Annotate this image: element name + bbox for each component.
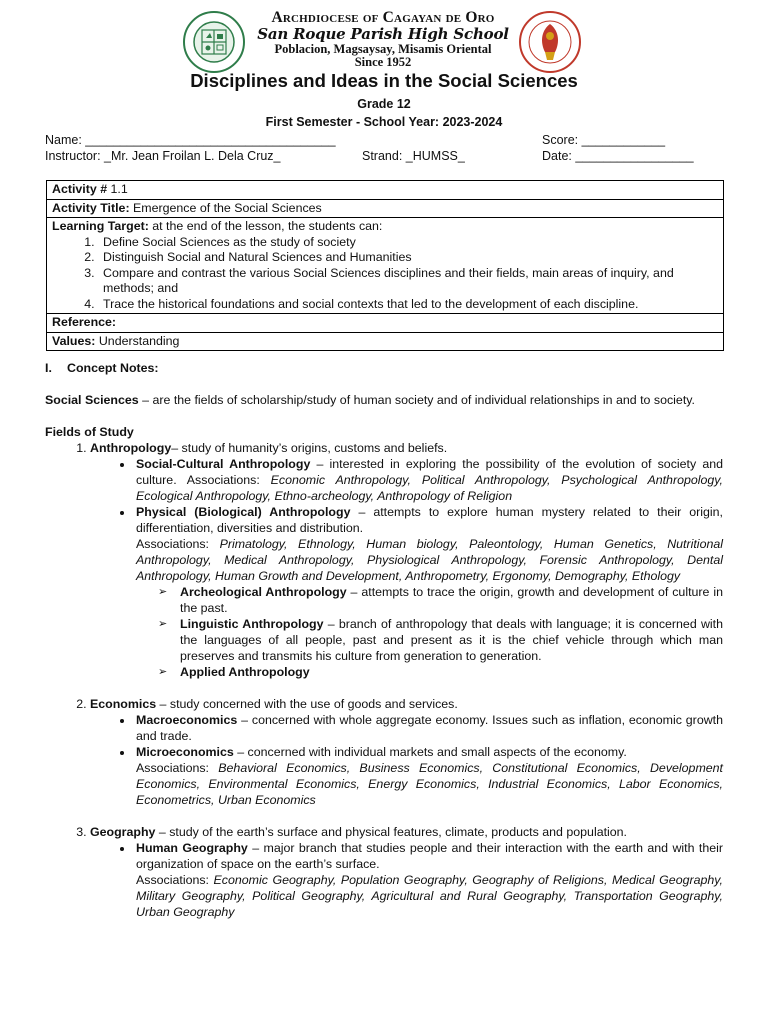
activity-title-row — [47, 199, 724, 218]
date-field[interactable]: Date: _________________ — [542, 149, 694, 163]
archdiocesan-seal-logo — [518, 10, 582, 74]
field-economics — [90, 696, 723, 824]
school-address: Poblacion, Magsaysay, Misamis Oriental — [274, 42, 492, 56]
subbranch-term: Linguistic Anthropology — [180, 617, 324, 631]
branch-text: – interested in exploring the possibility of the evolution of society and culture. Associations: — [136, 457, 723, 487]
school-seal-logo — [182, 10, 246, 74]
subbranch-text: – attempts to trace the origin, growth and development of culture in the past. — [180, 585, 723, 615]
instructor-field: Instructor: _Mr. Jean Froilan L. Dela Cruz_ — [45, 149, 281, 163]
subbranch-item — [180, 584, 723, 616]
values-row — [47, 332, 724, 351]
subbranch-term: Applied Anthropology — [180, 665, 310, 679]
branch-item — [134, 744, 723, 808]
branch-term: Microeconomics — [136, 745, 234, 759]
branch-associations: Economic Geography, Population Geography, Geography of Religions, Medical Geography, Military Geography, Political Geography, Agricultural and Rural Geography, Transportation Geography, Urban Geography — [136, 873, 723, 919]
score-field[interactable]: Score: ____________ — [542, 133, 666, 147]
branch-associations: Behavioral Economics, Business Economics, Constitutional Economics, Development Economics, Environmental Economics, Energy Economics, Industrial Economics, Labor Economics, Econometrics, Urban Economics — [136, 761, 723, 807]
section-title: Concept Notes: — [67, 361, 159, 375]
learning-target-item: 1. Define Social Sciences as the study of society — [98, 235, 718, 251]
definition-term: Social Sciences — [45, 393, 139, 407]
activity-number: 1.1 — [107, 182, 128, 196]
physical-subbranches — [136, 584, 723, 680]
school-header — [0, 8, 768, 68]
branch-term: Human Geography — [136, 841, 248, 855]
field-term: Anthropology — [90, 441, 172, 455]
reference-label: Reference: — [52, 315, 117, 329]
branch-term: Physical (Biological) Anthropology — [136, 505, 351, 519]
learning-target-item: 3. Compare and contrast the various Social Sciences disciplines and their fields, main areas of inquiry, and methods; and — [98, 266, 718, 297]
branch-item — [134, 504, 723, 680]
values-label: Values: — [52, 333, 96, 348]
branch-term: Macroeconomics — [136, 713, 238, 727]
grade-label: Grade 12 — [357, 97, 411, 111]
concept-notes — [45, 360, 723, 920]
anthropology-branches — [90, 456, 723, 680]
archdiocese-name: Archdiocese of Cagayan de Oro — [271, 9, 495, 26]
branch-text: – concerned with individual markets and small aspects of the economy. — [233, 745, 627, 759]
field-anthropology — [90, 440, 723, 696]
semester-label: First Semester - School Year: 2023-2024 — [265, 115, 503, 129]
branch-text: – concerned with whole aggregate economy. Issues such as inflation, economic growth and trade. — [136, 713, 723, 743]
branch-term: Social-Cultural Anthropology — [136, 457, 311, 471]
fields-list — [45, 440, 723, 920]
school-name: San Roque Parish High School — [257, 25, 509, 43]
field-text: – study concerned with the use of goods and services. — [156, 697, 458, 711]
learning-target-list — [52, 235, 718, 313]
branch-text: – attempts to explore human mystery related to their origin, differentiation, diversities and distribution. — [136, 505, 723, 535]
section-number: I. — [45, 361, 52, 375]
subbranch-item — [180, 664, 723, 680]
field-text: – study of humanity’s origins, customs and beliefs. — [171, 441, 448, 455]
branch-associations: Primatology, Ethnology, Human biology, Paleontology, Human Genetics, Nutritional Anthropology, Medical Anthropology, Physiological Anthropology, Forensic Anthropology, Dental Anthropology, Human Growth and Development, Anthropometry, Ergonomy, Demography, Ethology — [136, 537, 723, 583]
learning-target-label: Learning Target: — [52, 219, 149, 233]
reference-row — [47, 314, 724, 333]
field-term: Economics — [90, 697, 157, 711]
subbranch-text: – branch of anthropology that deals with language; it is concerned with the languages of all people, past and present as it is the chief vehicle through which man preserves and transmits his culture from generation to generation. — [180, 617, 723, 663]
field-geography — [90, 824, 723, 920]
branch-associations: Economic Anthropology, Political Anthropology, Psychological Anthropology, Ecological Anthropology, Ethno-archeology, Anthropology of Religion — [136, 473, 723, 503]
activity-title-label: Activity Title: — [52, 200, 130, 215]
branch-text: – major branch that studies people and their interaction with the earth and with their organization of space on the earth’s surface. — [136, 841, 723, 871]
branch-item — [134, 840, 723, 920]
economics-branches — [90, 712, 723, 808]
concept-notes-heading — [45, 360, 723, 376]
definition-text: – are the fields of scholarship/study of human society and of individual relationships in and to society. — [138, 393, 695, 407]
associations-label: Associations: — [136, 873, 214, 887]
subbranch-item — [180, 616, 723, 664]
learning-target-intro: at the end of the lesson, the students can: — [148, 219, 383, 233]
branch-item — [134, 712, 723, 744]
document-title: Disciplines and Ideas in the Social Sciences — [190, 70, 578, 91]
activity-number-row — [47, 181, 724, 200]
subbranch-term: Archeological Anthropology — [180, 585, 347, 599]
branch-item — [134, 456, 723, 504]
school-since: Since 1952 — [354, 55, 412, 69]
activity-title: Emergence of the Social Sciences — [129, 200, 322, 215]
strand-field: Strand: _HUMSS_ — [362, 149, 465, 163]
field-text: – study of the earth’s surface and physical features, climate, products and population. — [155, 825, 628, 839]
name-field[interactable]: Name: ____________________________________ — [45, 133, 336, 147]
activity-number-label: Activity # — [52, 182, 108, 196]
field-term: Geography — [90, 825, 156, 839]
geography-branches — [90, 840, 723, 920]
learning-target-item: 2. Distinguish Social and Natural Sciences and Humanities — [98, 250, 718, 266]
learning-target-item: 4. Trace the historical foundations and social contexts that led to the development of each discipline. — [98, 297, 718, 313]
associations-label: Associations: — [136, 761, 219, 775]
social-sciences-definition — [45, 392, 723, 408]
activity-table — [46, 180, 724, 351]
values-text: Understanding — [95, 333, 180, 348]
fields-heading: Fields of Study — [45, 425, 134, 439]
learning-target-row — [47, 218, 724, 314]
associations-label: Associations: — [136, 537, 220, 551]
